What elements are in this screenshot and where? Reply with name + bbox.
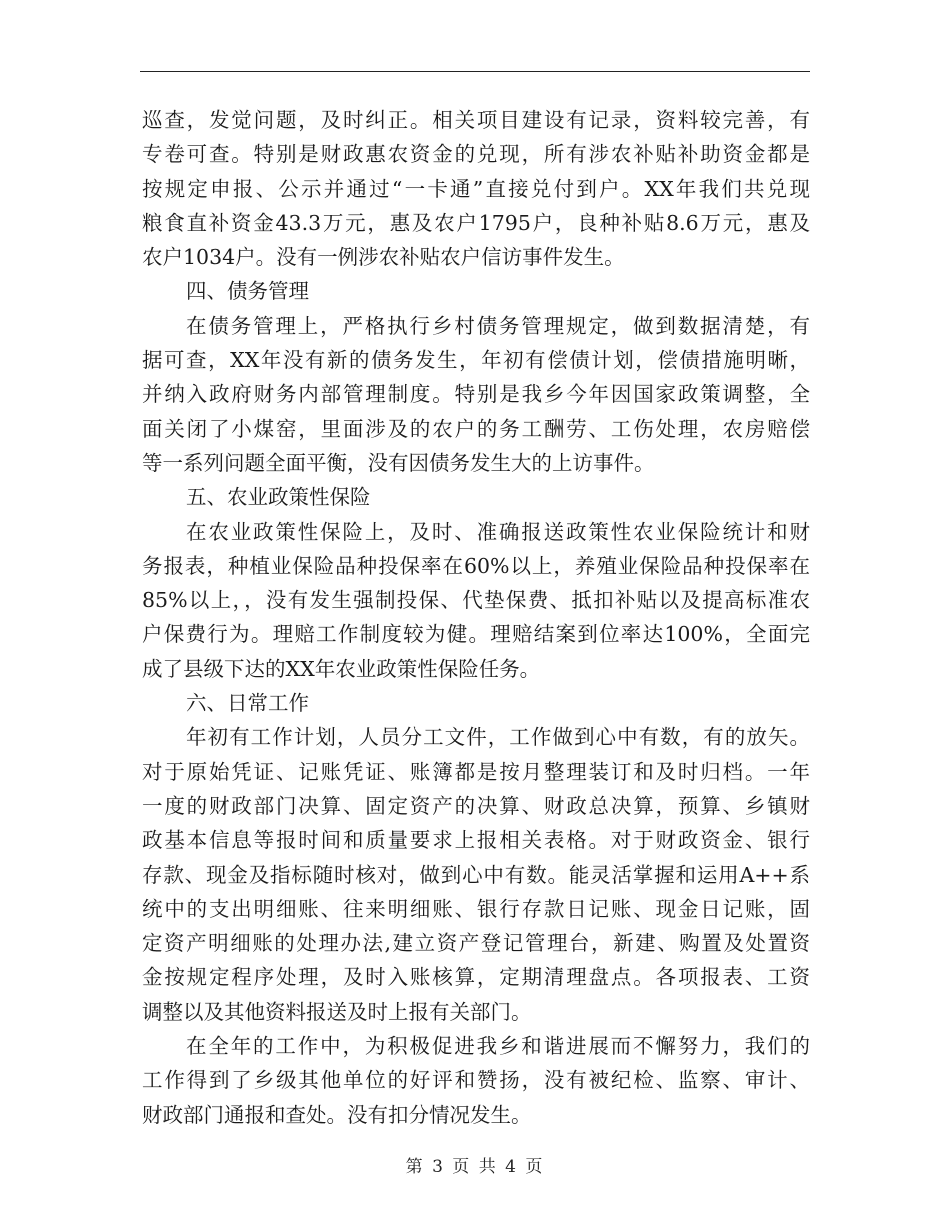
text-line: 一度的财政部门决算、固定资产的决算、财政总决算，预算、乡镇财 — [142, 793, 810, 818]
text-line: 按规定申报、公示并通过“一卡通”直接兑付到户。XX年我们共兑现 — [142, 176, 810, 201]
text-line: 成了县级下达的XX年农业政策性保险任务。 — [142, 656, 541, 681]
text-line: 户保费行为。理赔工作制度较为健。理赔结案到位率达100%，全面完 — [142, 622, 810, 647]
section-heading — [142, 274, 810, 308]
text-line: 粮食直补资金43.3万元，惠及农户1795户，良种补贴8.6万元，惠及 — [142, 210, 810, 235]
text-line: 金按规定程序处理，及时入账核算，定期清理盘点。各项报表、工资 — [142, 965, 810, 990]
section-heading — [142, 480, 810, 514]
text-line: 存款、现金及指标随时核对，做到心中有数。能灵活掌握和运用A++系 — [142, 862, 810, 887]
text-line: 政基本信息等报时间和质量要求上报相关表格。对于财政资金、银行 — [142, 828, 810, 853]
text-line: 面关闭了小煤窑，里面涉及的农户的务工酬劳、工伤处理，农房赔偿 — [142, 416, 810, 441]
text-line: 调整以及其他资料报送及时上报有关部门。 — [142, 999, 532, 1024]
paragraph — [142, 309, 810, 480]
header-rule — [140, 71, 810, 72]
text-line: 六、日常工作 — [186, 691, 309, 716]
text-line: 四、债务管理 — [186, 279, 309, 304]
text-line: 年初有工作计划，人员分工文件，工作做到心中有数，有的放矢。 — [186, 725, 810, 750]
text-line: 据可查，XX年没有新的债务发生，年初有偿债计划，偿债措施明晰， — [142, 348, 810, 373]
text-line: 农户1034户。没有一例涉农补贴农户信访事件发生。 — [142, 245, 625, 270]
text-line: 在全年的工作中，为积极促进我乡和谐进展而不懈努力，我们的 — [186, 1034, 810, 1059]
text-line: 五、农业政策性保险 — [186, 485, 371, 510]
paragraph — [142, 720, 810, 1029]
text-line: 工作得到了乡级其他单位的好评和赞扬，没有被纪检、监察、审计、 — [142, 1068, 810, 1093]
text-line: 务报表，种植业保险品种投保率在60%以上，养殖业保险品种投保率在 — [142, 553, 810, 578]
paragraph — [142, 515, 810, 686]
text-line: 专卷可查。特别是财政惠农资金的兑现，所有涉农补贴补助资金都是 — [142, 142, 810, 167]
text-line: 财政部门通报和查处。没有扣分情况发生。 — [142, 1102, 532, 1127]
page-footer: 第 3 页 共 4 页 — [405, 1157, 545, 1177]
text-line: 在农业政策性保险上，及时、准确报送政策性农业保险统计和财 — [186, 519, 810, 544]
paragraph — [142, 103, 810, 274]
text-line: 85%以上，，没有发生强制投保、代垫保费、抵扣补贴以及提高标准农 — [142, 588, 810, 613]
text-line: 统中的支出明细账、往来明细账、银行存款日记账、现金日记账，固 — [142, 896, 810, 921]
section-heading — [142, 686, 810, 720]
text-line: 在债务管理上，严格执行乡村债务管理规定，做到数据清楚，有 — [186, 313, 810, 338]
text-line: 对于原始凭证、记账凭证、账簿都是按月整理装订和及时归档。一年 — [142, 759, 810, 784]
text-line: 等一系列问题全面平衡，没有因债务发生大的上访事件。 — [142, 450, 655, 475]
text-line: 巡查，发觉问题，及时纠正。相关项目建设有记录，资料较完善，有 — [142, 108, 810, 132]
text-line: 并纳入政府财务内部管理制度。特别是我乡今年因国家政策调整，全 — [142, 382, 810, 407]
paragraph — [142, 1029, 810, 1132]
text-line: 定资产明细账的处理办法,建立资产登记管理台，新建、购置及处置资 — [142, 931, 810, 956]
document-body — [142, 103, 810, 1132]
